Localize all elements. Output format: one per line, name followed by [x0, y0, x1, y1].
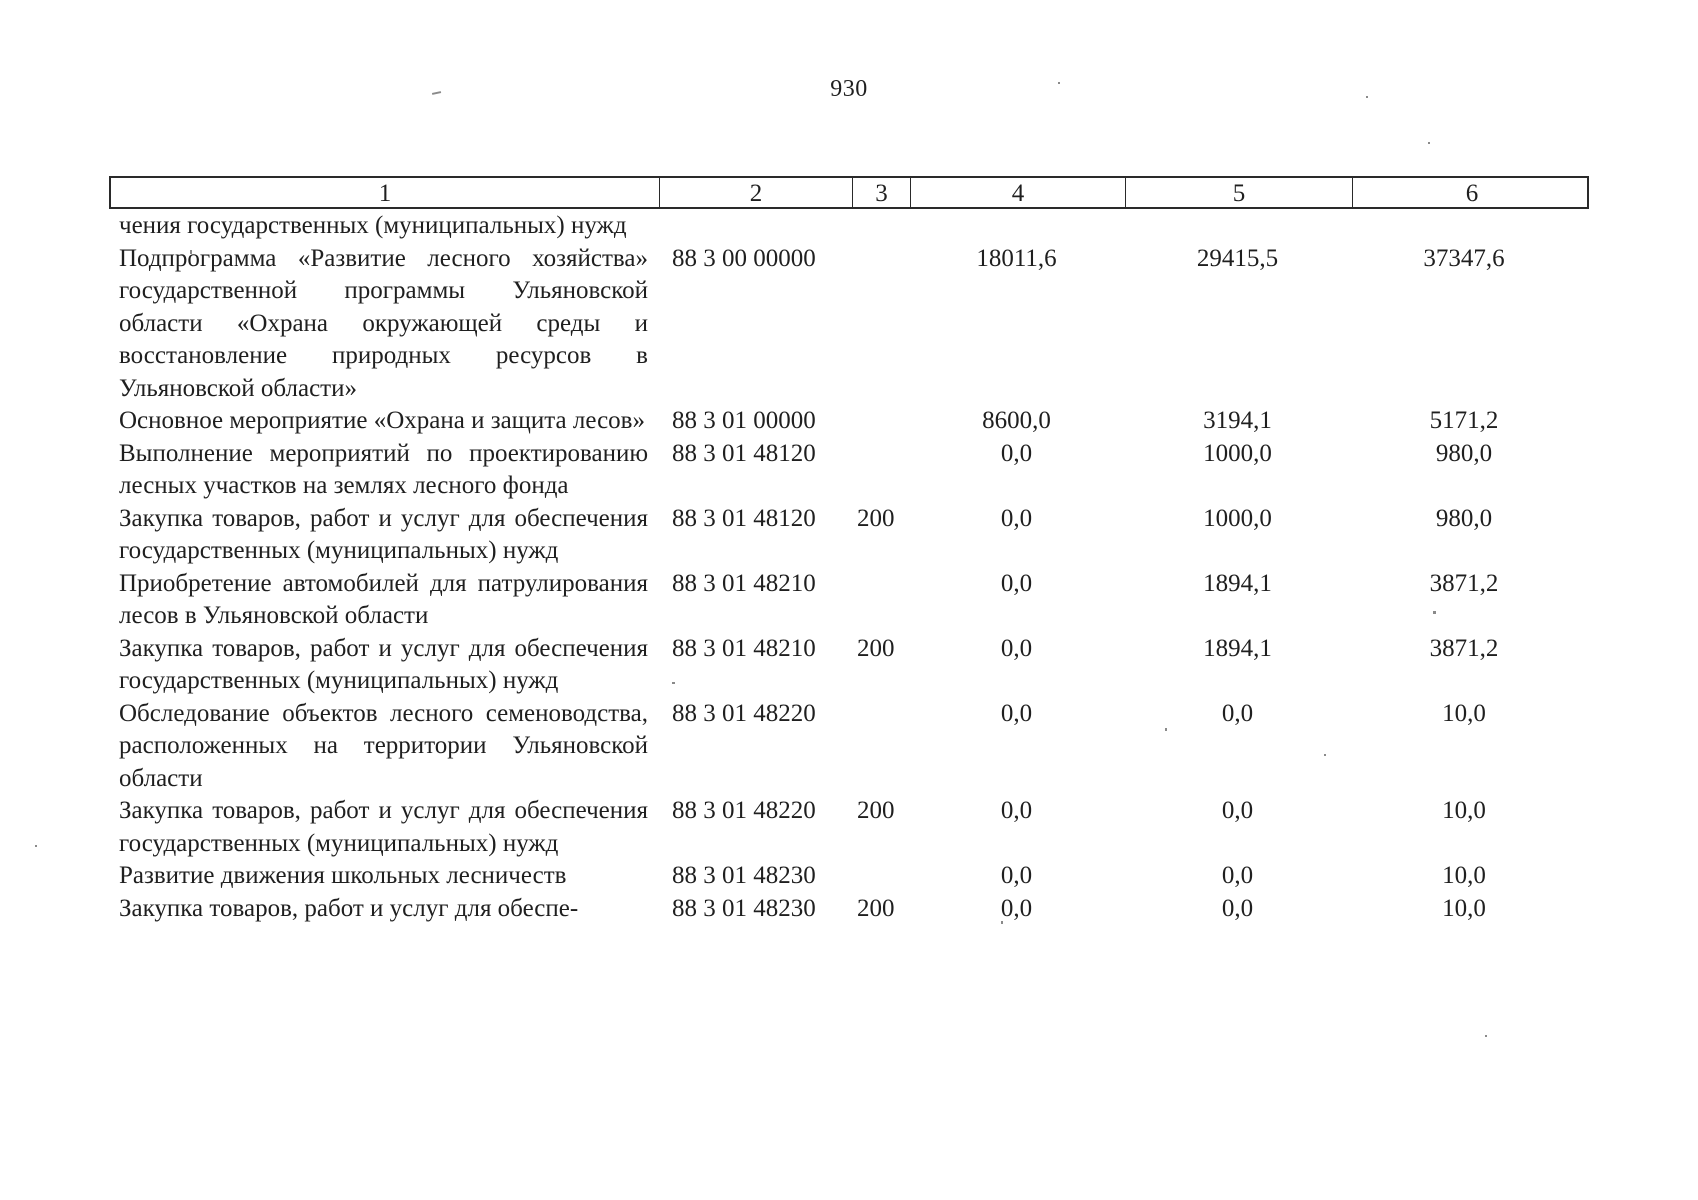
- row-type: [851, 405, 909, 438]
- row-value-col-4: 0,0: [1000, 569, 1033, 597]
- table-row: [109, 405, 1589, 438]
- row-value-col-5: 1894,1: [1203, 634, 1272, 662]
- table-row: [109, 633, 1589, 698]
- row-value-col-5: 0,0: [1221, 862, 1254, 889]
- table-header-col-2: 2: [660, 178, 853, 209]
- row-value-col-6: 980,0: [1435, 504, 1493, 532]
- row-code: 88 3 01 48120: [672, 504, 816, 532]
- row-value-col-5: 0,0: [1221, 797, 1254, 824]
- scan-speck: [1428, 142, 1430, 144]
- table-row: [109, 568, 1589, 633]
- row-code: 88 3 01 00000: [672, 407, 816, 434]
- row-value-col-4: 0,0: [1000, 797, 1033, 824]
- row-type: 200: [857, 797, 895, 824]
- row-code: [658, 210, 851, 243]
- table-row: [109, 893, 1589, 926]
- table-header-col-3: 3: [853, 178, 911, 209]
- scan-speck: [35, 845, 37, 847]
- row-value-col-6: 10,0: [1442, 894, 1486, 922]
- scan-speck: [1058, 82, 1060, 84]
- row-name: Закупка товаров, работ и услуг для обеспечения государственных (муниципальных) нужд: [119, 634, 648, 694]
- row-value-col-4: 0,0: [1000, 699, 1033, 727]
- scan-speck: [1485, 1035, 1487, 1037]
- row-code: 88 3 01 48210: [672, 569, 816, 597]
- row-name: Развитие движения школьных лесничеств: [119, 862, 567, 889]
- row-value-col-6: 980,0: [1435, 439, 1493, 467]
- row-value-col-6: 5171,2: [1429, 407, 1499, 434]
- row-value-col-5: 3194,1: [1203, 407, 1272, 434]
- table-header-row: [109, 176, 1589, 209]
- row-code: 88 3 01 48230: [672, 894, 816, 922]
- row-name: Обследование объектов лесного семеноводства, расположенных на территории Ульяновской области: [119, 699, 648, 792]
- page-number: 930: [830, 76, 868, 102]
- row-value-col-4: 18011,6: [976, 244, 1057, 272]
- row-value-col-5: [1124, 210, 1351, 243]
- row-name: Закупка товаров, работ и услуг для обеспечения государственных (муниципальных) нужд: [119, 504, 648, 564]
- row-value-col-5: 1894,1: [1203, 569, 1272, 597]
- row-value-col-5: 0,0: [1221, 894, 1254, 922]
- row-value-col-6: 10,0: [1442, 862, 1486, 889]
- row-value-col-4: [909, 210, 1124, 243]
- row-value-col-6: 3871,2: [1429, 634, 1499, 662]
- row-value-col-5: 0,0: [1221, 699, 1254, 727]
- row-code: 88 3 01 48220: [672, 699, 816, 727]
- row-value-col-4: 8600,0: [982, 407, 1051, 434]
- row-type: [851, 438, 909, 503]
- row-value-col-4: 0,0: [1000, 634, 1033, 662]
- row-name: Приобретение автомобилей для патрулирования лесов в Ульяновской области: [119, 569, 648, 629]
- row-name: Подпрограмма «Развитие лесного хозяйства» государственной программы Ульяновской области «Охрана окружающей среды и восстановление природных ресурсов в Ульяновской области»: [119, 244, 648, 402]
- row-name: Закупка товаров, работ и услуг для обеспечения государственных (муниципальных) нужд: [119, 797, 648, 857]
- row-code: 88 3 01 48220: [672, 797, 816, 824]
- row-code: 88 3 01 48210: [672, 634, 816, 662]
- row-value-col-6: [1351, 210, 1589, 243]
- row-type: [851, 568, 909, 633]
- scan-speck: [1366, 96, 1368, 98]
- row-value-col-6: 37347,6: [1423, 244, 1505, 272]
- row-name: Основное мероприятие «Охрана и защита лесов»: [119, 407, 645, 434]
- row-type: [851, 210, 909, 243]
- row-type: [851, 698, 909, 796]
- table-header-col-6: 6: [1465, 180, 1479, 207]
- row-value-col-5: 29415,5: [1196, 244, 1279, 272]
- row-value-col-4: 0,0: [1000, 862, 1033, 889]
- row-value-col-6: 10,0: [1442, 699, 1486, 727]
- row-value-col-6: 3871,2: [1429, 569, 1499, 597]
- table-header-col-5: 5: [1126, 178, 1353, 209]
- row-name: Выполнение мероприятий по проектированию лесных участков на землях лесного фонда: [119, 439, 648, 499]
- row-name: чения государственных (муниципальных) нужд: [119, 212, 627, 239]
- row-value-col-5: 1000,0: [1203, 504, 1272, 532]
- row-value-col-4: 0,0: [1000, 439, 1033, 467]
- row-type: [851, 243, 909, 406]
- table-header-col-1: 1: [111, 178, 660, 209]
- row-type: [851, 860, 909, 893]
- table-row: [109, 210, 1589, 243]
- budget-table-body: [109, 210, 1589, 925]
- row-type: 200: [857, 894, 895, 922]
- table-row: [109, 438, 1589, 503]
- table-row: [109, 503, 1589, 568]
- row-value-col-4: 0,0: [1000, 894, 1033, 922]
- table-row: [109, 698, 1589, 796]
- row-value-col-4: 0,0: [1000, 504, 1033, 532]
- row-code: 88 3 01 48120: [672, 439, 816, 467]
- row-type: 200: [857, 634, 895, 662]
- row-code: 88 3 01 48230: [672, 862, 816, 889]
- row-value-col-6: 10,0: [1442, 797, 1486, 824]
- table-row: [109, 795, 1589, 860]
- table-row: [109, 860, 1589, 893]
- row-value-col-5: 1000,0: [1203, 439, 1272, 467]
- row-name: Закупка товаров, работ и услуг для обеспе-: [119, 894, 579, 922]
- table-header-col-4: 4: [911, 178, 1126, 209]
- table-row: [109, 243, 1589, 406]
- row-type: 200: [857, 504, 895, 532]
- row-code: 88 3 00 00000: [672, 244, 816, 272]
